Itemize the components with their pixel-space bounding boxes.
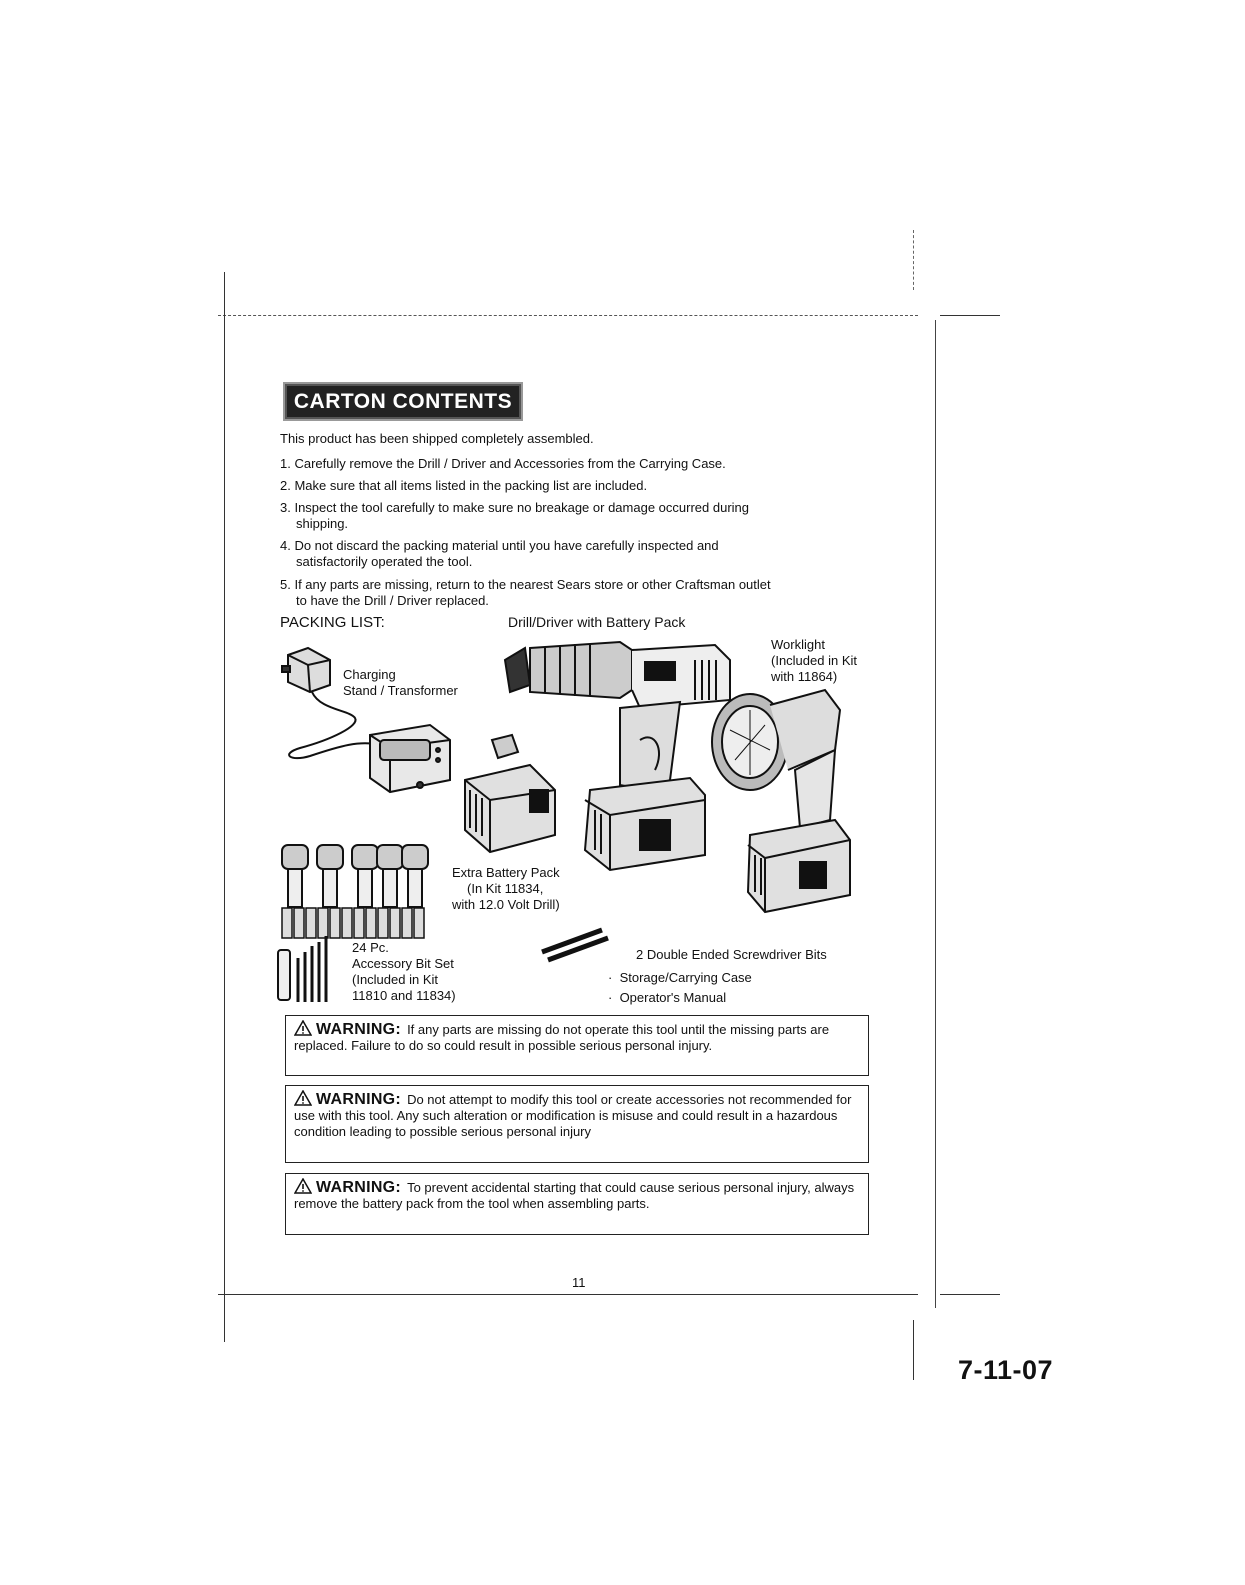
top-right-trim-mark (913, 230, 914, 290)
step-3-continued: shipping. (296, 516, 349, 531)
bottom-right-trim-mark (913, 1320, 914, 1380)
date-code: 7-11-07 (958, 1355, 1054, 1385)
manual-label: · Operator's Manual (608, 990, 727, 1005)
warning-1-label: WARNING: (316, 1021, 402, 1038)
battery-label: Extra Battery Pack (452, 865, 560, 880)
worklight-icon (712, 690, 850, 912)
drill-bits-icon (278, 936, 326, 1002)
bit-holders-icon (282, 845, 428, 907)
warning-2-label: WARNING: (316, 1091, 402, 1108)
extra-battery-icon (465, 735, 555, 852)
step-5: 5. If any parts are missing, return to the nearest Sears store or other Craftsman outlet (280, 577, 771, 592)
top-trim-line (218, 315, 918, 316)
step-2: 2. Make sure that all items listed in the packing list are included. (280, 478, 648, 493)
top-right-crop-mark (940, 315, 1000, 316)
transformer-icon (282, 648, 380, 758)
step-1: 1. Carefully remove the Drill / Driver and Accessories from the Carrying Case. (280, 456, 726, 471)
charger-label: Charging (343, 667, 396, 682)
battery-label-line-2: (In Kit 11834, (467, 881, 544, 896)
worklight-label: Worklight (771, 637, 825, 652)
warning-3-label: WARNING: (316, 1179, 402, 1196)
charger-label-line-2: Stand / Transformer (343, 683, 458, 698)
step-4-continued: satisfactorily operated the tool. (296, 554, 473, 569)
warning-triangle-icon (294, 1178, 312, 1194)
case-label: · Storage/Carrying Case (608, 970, 752, 985)
drill-label: Drill/Driver with Battery Pack (508, 614, 686, 630)
bit-set-label-line-3: (Included in Kit (352, 972, 438, 987)
screwdriver-bits-label: 2 Double Ended Screwdriver Bits (636, 947, 827, 962)
page-number: 11 (572, 1275, 586, 1290)
bit-set-label: 24 Pc. (352, 940, 389, 955)
packing-list-heading: PACKING LIST: (280, 614, 385, 631)
warning-triangle-icon (294, 1090, 312, 1106)
screwdriver-bits-row-icon (282, 908, 424, 938)
step-5-continued: to have the Drill / Driver replaced. (296, 593, 489, 608)
warning-box-2 (285, 1085, 869, 1163)
double-ended-bits-icon (542, 930, 608, 960)
bottom-right-crop-mark (940, 1294, 1000, 1295)
step-4: 4. Do not discard the packing material until you have carefully inspected and (280, 538, 719, 553)
battery-label-line-3: with 12.0 Volt Drill) (452, 897, 560, 912)
charging-stand-icon (370, 725, 450, 792)
worklight-label-line-2: (Included in Kit (771, 653, 857, 668)
bit-set-label-line-4: 11810 and 11834) (352, 988, 456, 1003)
warning-2-text: Do not attempt to modify this tool or create accessories not recommended for use with this tool. Any such alteration or modification is misuse and could result in a hazardous condition leading to possible serious personal injury (294, 1092, 852, 1139)
warning-box-3 (285, 1173, 869, 1235)
step-3: 3. Inspect the tool carefully to make sure no breakage or damage occurred during (280, 500, 749, 515)
left-trim-line (224, 272, 225, 1342)
section-title: CARTON CONTENTS (283, 382, 523, 421)
warning-box-1 (285, 1015, 869, 1076)
case-label-text: Storage/Carrying Case (619, 970, 752, 985)
intro-text: This product has been shipped completely assembled. (280, 431, 594, 446)
warning-triangle-icon (294, 1020, 312, 1036)
warning-3-text: To prevent accidental starting that could cause serious personal injury, always remove the battery pack from the tool when assembling parts. (294, 1180, 855, 1211)
warning-1-text: If any parts are missing do not operate this tool until the missing parts are replaced. Failure to do so could result in possible serious personal injury. (294, 1022, 830, 1053)
bit-set-label-line-2: Accessory Bit Set (352, 956, 454, 971)
manual-label-text: Operator's Manual (619, 990, 727, 1005)
worklight-label-line-3: with 11864) (771, 669, 838, 684)
